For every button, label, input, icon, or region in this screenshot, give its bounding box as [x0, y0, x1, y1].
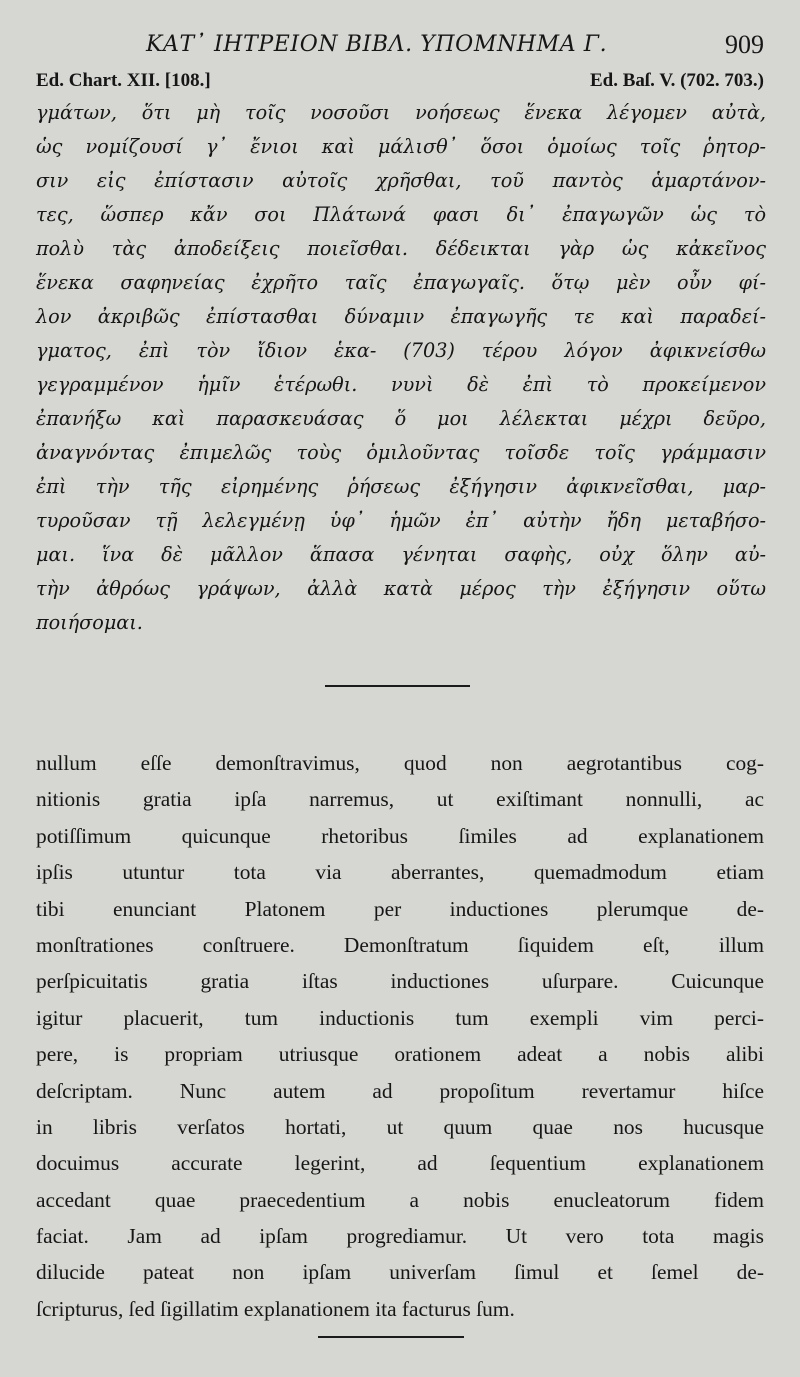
latin-line: docuimus accurate legerint, ad ſequentium explanationem: [36, 1151, 764, 1176]
greek-line: ποιήσομαι.: [36, 611, 143, 634]
greek-line: σιν εἰς ἐπίστασιν αὐτοῖς χρῆσθαι, τοῦ παντὸς ἁμαρτάνον-: [36, 169, 766, 192]
greek-line: τες, ὥσπερ κἄν σοι Πλάτωνά φασι δι᾽ ἐπαγωγῶν ὡς τὸ: [36, 203, 766, 226]
greek-line: ἐπὶ τὴν τῆς εἰρημένης ῥήσεως ἐξήγησιν ἀφικνεῖσθαι, μαρ-: [36, 475, 766, 498]
latin-line: pere, is propriam utriusque orationem adeat a nobis alibi: [36, 1042, 764, 1067]
latin-line: accedant quae praecedentium a nobis enucleatorum fidem: [36, 1187, 764, 1212]
greek-line: ὡς νομίζουσί γ᾽ ἔνιοι καὶ μάλισθ᾽ ὅσοι ὁμοίως τοῖς ῥητορ-: [36, 135, 766, 158]
latin-line: igitur placuerit, tum inductionis tum exempli vim perci-: [36, 1005, 764, 1030]
edition-references: [36, 70, 764, 96]
greek-line: τυροῦσαν τῇ λελεγμένῃ ὑφ᾽ ἡμῶν ἐπ᾽ αὐτὴν ἤδη μεταβήσο-: [36, 509, 766, 532]
greek-text-block: [36, 96, 766, 640]
edition-basel-reference: Ed. Baſ. V. (702. 703.): [589, 70, 764, 91]
greek-line: γματος, ἐπὶ τὸν ἴδιον ἑκα- (703) τέρου λόγον ἀφικνείσθω: [36, 339, 766, 362]
greek-line: ἐπανήξω καὶ παρασκευάσας ὅ μοι λέλεκται μέχρι δεῦρο,: [36, 407, 766, 430]
latin-line: nullum eſſe demonſtravimus, quod non aegrotantibus cog-: [36, 751, 764, 775]
latin-line: potiſſimum quicunque rhetoribus ſimiles ad explanationem: [36, 823, 764, 848]
latin-text-block: [36, 745, 764, 1327]
page-number: 909: [725, 30, 764, 59]
greek-line: γμάτων, ὅτι μὴ τοῖς νοσοῦσι νοήσεως ἕνεκα λέγομεν αὐτὰ,: [36, 101, 766, 124]
latin-line: ſcripturus, ſed ſigillatim explanationem ita facturus ſum.: [36, 1296, 515, 1321]
section-divider-rule: [325, 685, 470, 687]
latin-line: ipſis utuntur tota via aberrantes, quemadmodum etiam: [36, 860, 764, 885]
latin-line: deſcriptam. Nunc autem ad propoſitum revertamur hiſce: [36, 1078, 764, 1103]
running-head: [36, 30, 764, 64]
greek-line: γεγραμμένον ἡμῖν ἑτέρωθι. νυνὶ δὲ ἐπὶ τὸ προκείμενον: [36, 373, 766, 396]
latin-line: nitionis gratia ipſa narremus, ut exiſtimant nonnulli, ac: [36, 787, 764, 812]
running-title: ΚΑΤ᾽ ΙΗΤΡΕΙΟΝ ΒΙΒΛ. ΥΠΟΜΝΗΜΑ Γ.: [146, 32, 608, 57]
latin-line: in libris verſatos hortati, ut quum quae nos hucusque: [36, 1114, 764, 1139]
latin-line: perſpicuitatis gratia iſtas inductiones uſurpare. Cuicunque: [36, 969, 764, 994]
greek-line: πολὺ τὰς ἀποδείξεις ποιεῖσθαι. δέδεικται γὰρ ὡς κἀκεῖνος: [36, 237, 766, 260]
edition-chartier-reference: Ed. Chart. XII. [108.]: [36, 70, 211, 91]
latin-line: dilucide pateat non ipſam univerſam ſimul et ſemel de-: [36, 1260, 764, 1285]
greek-line: ἀναγνόντας ἐπιμελῶς τοὺς ὁμιλοῦντας τοῖσδε τοῖς γράμμασιν: [36, 441, 766, 464]
page-end-rule: [318, 1336, 464, 1338]
greek-line: μαι. ἵνα δὲ μᾶλλον ἅπασα γένηται σαφὴς, οὐχ ὅλην αὐ-: [36, 543, 766, 566]
latin-line: monſtrationes conſtruere. Demonſtratum ſiquidem eſt, illum: [36, 932, 764, 957]
greek-line: ἕνεκα σαφηνείας ἐχρῆτο ταῖς ἐπαγωγαῖς. ὅτῳ μὲν οὖν φί-: [36, 271, 766, 294]
greek-line: λον ἀκριβῶς ἐπίστασθαι δύναμιν ἐπαγωγῆς τε καὶ παραδεί-: [36, 305, 766, 328]
greek-line: τὴν ἀθρόως γράψων, ἀλλὰ κατὰ μέρος τὴν ἐξήγησιν οὕτω: [36, 577, 766, 600]
latin-line: tibi enunciant Platonem per inductiones plerumque de-: [36, 896, 764, 921]
latin-line: faciat. Jam ad ipſam progrediamur. Ut vero tota magis: [36, 1224, 764, 1249]
